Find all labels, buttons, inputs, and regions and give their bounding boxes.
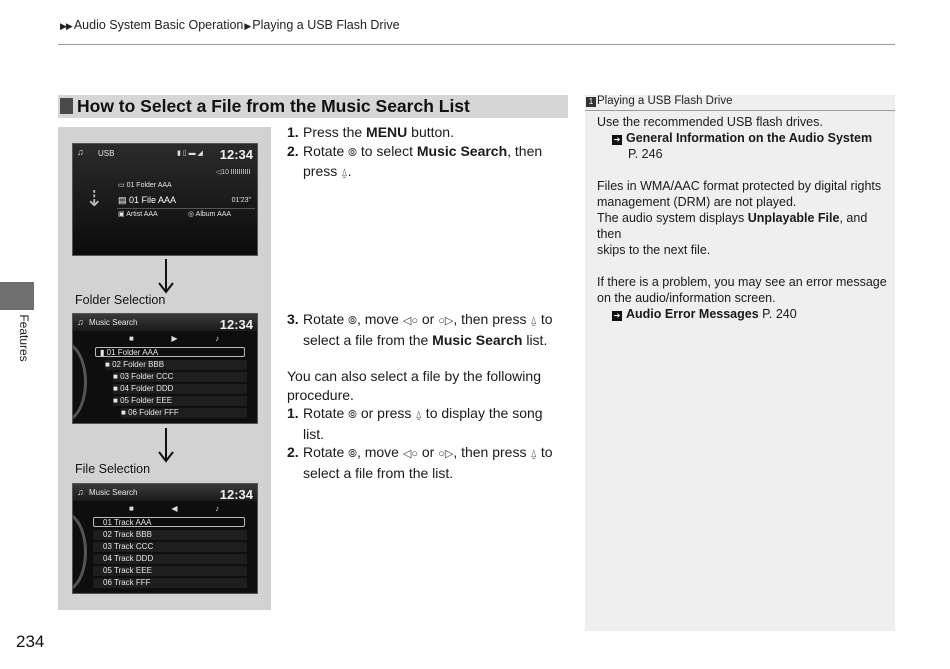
clock: 12:34	[219, 317, 253, 332]
move-right-icon: ○▷	[438, 448, 454, 460]
step-text: to select	[356, 142, 417, 159]
folder-line	[118, 181, 172, 191]
album-icon: ◎	[188, 211, 196, 218]
rotate-knob-icon: ⦾	[348, 315, 357, 327]
music-note-icon: ♫	[77, 487, 84, 497]
cross-reference-link[interactable]	[597, 306, 887, 322]
category-icons	[129, 504, 219, 513]
step-1	[287, 123, 572, 142]
alt-step-2	[287, 443, 572, 464]
volume-icon: ◁	[215, 169, 222, 176]
reference-arrow-icon: ➔	[613, 311, 621, 320]
step-3	[287, 310, 572, 331]
list-row[interactable]	[113, 372, 247, 382]
step-text: , then press	[453, 311, 531, 327]
alt-step-2-continued: select a file from the list.	[303, 464, 454, 481]
dial-arc	[72, 342, 87, 422]
artist-name: Artist AAA	[126, 211, 158, 218]
move-left-icon: ◁○	[402, 315, 418, 327]
step-text: or	[417, 444, 439, 460]
list-row-selected[interactable]	[95, 347, 245, 357]
sidebar-text: The audio system displays	[597, 211, 748, 225]
step-number: 2.	[287, 142, 299, 159]
reference-page[interactable]: P. 246	[628, 147, 663, 161]
step-text: Rotate	[303, 311, 349, 327]
sidebar-paragraph: management (DRM) are not played.	[597, 195, 797, 209]
side-tab-marker	[0, 282, 34, 310]
album-line	[188, 210, 231, 220]
spacer	[597, 258, 887, 274]
row-label: 06 Folder FFF	[128, 408, 179, 417]
down-arrow-icon	[156, 428, 176, 464]
alt-step-1-continued: list.	[303, 425, 324, 442]
cross-reference-link[interactable]	[597, 130, 887, 146]
file-selection-caption: File Selection	[75, 462, 151, 476]
music-note-icon: ♫	[77, 147, 84, 157]
folder-search-screen	[72, 313, 258, 424]
step-text: Rotate	[303, 444, 349, 460]
step-number: 1.	[287, 405, 299, 421]
section-header	[58, 95, 568, 118]
step-text: or	[417, 311, 439, 327]
progress-line	[117, 208, 255, 209]
folder-icon: ▭	[118, 182, 127, 189]
list-row[interactable]	[113, 396, 247, 406]
reference-title[interactable]: General Information on the Audio System	[626, 131, 873, 145]
folder-icon: ■	[113, 396, 121, 405]
step-text: to	[536, 311, 553, 327]
menu-button-label: MENU	[366, 124, 408, 140]
usb-icon: ⇣	[85, 186, 104, 211]
folder-name: 01 Folder AAA	[126, 182, 172, 189]
step-number: 2.	[287, 444, 299, 460]
artist-line	[118, 210, 158, 220]
reference-page[interactable]: P. 240	[762, 307, 797, 321]
sidebar-heading-text: Playing a USB Flash Drive	[597, 95, 733, 107]
sidebar-body	[597, 114, 887, 322]
steps-group-a	[287, 123, 572, 183]
list-row-selected[interactable]: 01 Track AAA	[93, 517, 245, 527]
down-arrow-icon	[156, 259, 176, 295]
move-right-icon: ○▷	[438, 315, 454, 327]
steps-group-b	[287, 310, 572, 482]
list-row[interactable]	[105, 360, 247, 370]
step-text: Press the	[303, 124, 367, 140]
step-text: select a file from the	[303, 331, 433, 348]
screen-title: Music Search	[89, 488, 138, 497]
row-label: 03 Folder CCC	[120, 372, 174, 381]
sidebar-note	[585, 95, 895, 631]
press-knob-icon: ⍙	[530, 315, 537, 327]
note-marker-icon: 1	[586, 97, 596, 107]
category-icons	[129, 334, 219, 343]
volume-indicator	[216, 168, 251, 176]
dial-arc	[72, 512, 87, 592]
step-text: to	[536, 444, 553, 460]
step-text: or press	[356, 405, 416, 421]
track-time: 01'23"	[231, 197, 251, 204]
list-row[interactable]: 03 Track CCC	[93, 542, 247, 552]
folder-icon: ■	[113, 372, 121, 381]
step-text: list.	[522, 331, 548, 348]
step-text: to display the song	[421, 405, 543, 421]
step-text: , move	[356, 311, 403, 327]
file-name: 01 File AAA	[129, 195, 177, 205]
press-knob-icon: ⍙	[530, 448, 537, 460]
spacer	[597, 162, 887, 178]
clock: 12:34	[219, 147, 253, 162]
list-row[interactable]: 04 Track DDD	[93, 554, 247, 564]
music-note-icon: ♫	[77, 317, 84, 327]
unplayable-file-label: Unplayable File	[747, 211, 840, 225]
rotate-knob-icon: ⦾	[348, 448, 357, 460]
usb-source-label: USB	[98, 149, 115, 158]
press-knob-icon: ⍙	[341, 167, 348, 179]
artist-icon: ▣	[118, 211, 127, 218]
volume-level: 10	[221, 169, 230, 176]
rotate-knob-icon: ⦾	[348, 146, 357, 159]
row-label: 04 Folder DDD	[120, 384, 174, 393]
status-icons: ▮ ▯ ▬ ◢	[177, 150, 203, 157]
rotate-knob-icon: ⦾	[348, 409, 357, 421]
alternative-intro: You can also select a file by the following procedure.	[287, 368, 541, 403]
folder-tab-icon: ■	[129, 504, 134, 513]
folder-tab-icon: ■	[129, 334, 134, 343]
step-text: , then	[507, 142, 543, 159]
breadcrumb	[60, 18, 400, 32]
folder-icon: ▮	[100, 348, 107, 357]
back-tab-icon: ◀	[171, 504, 178, 513]
arrow-icon: ▶	[244, 21, 251, 31]
sidebar-paragraph: skips to the next file.	[597, 243, 711, 257]
note-tab-icon: ♪	[215, 334, 219, 343]
sidebar-paragraph: If there is a problem, you may see an error message	[597, 275, 887, 289]
section-title: How to Select a File from the Music Search List	[77, 96, 470, 116]
step-text: press	[303, 163, 342, 179]
clock: 12:34	[219, 487, 253, 502]
list-row[interactable]: 02 Track BBB	[93, 530, 247, 540]
music-search-label: Music Search	[416, 142, 508, 159]
step-2-continued	[287, 162, 572, 183]
step-text: .	[347, 163, 352, 179]
list-row[interactable]	[113, 384, 247, 394]
alt-step-1	[287, 404, 572, 425]
sidebar-paragraph: on the audio/information screen.	[597, 291, 776, 305]
step-text: button.	[407, 124, 454, 140]
step-text: , then press	[453, 444, 531, 460]
row-label: 05 Folder EEE	[120, 396, 173, 405]
sidebar-heading	[585, 95, 895, 111]
sidebar-text: , and then	[597, 211, 868, 241]
page-number: 234	[16, 632, 45, 651]
note-tab-icon: ♪	[215, 504, 219, 513]
move-left-icon: ◁○	[402, 448, 418, 460]
file-line	[118, 195, 176, 205]
step-number: 1.	[287, 124, 299, 140]
side-tab-label: Features	[17, 314, 31, 362]
step-3-continued	[287, 331, 572, 350]
list-row[interactable]: 06 Track FFF	[93, 578, 247, 588]
folder-icon: ■	[121, 408, 129, 417]
row-label: 01 Folder AAA	[106, 348, 159, 357]
step-text: , move	[356, 444, 403, 460]
folder-icon: ■	[105, 360, 113, 369]
file-icon: ▤	[118, 195, 130, 205]
screen-title: Music Search	[89, 318, 138, 327]
list-row[interactable]: 05 Track EEE	[93, 566, 247, 576]
file-search-screen	[72, 483, 258, 594]
spacer	[287, 349, 572, 367]
sidebar-paragraph: Use the recommended USB flash drives.	[597, 115, 823, 129]
volume-bar	[231, 169, 251, 174]
sidebar-paragraph	[597, 210, 887, 242]
header-rule	[58, 44, 895, 45]
step-text: Rotate	[303, 142, 349, 159]
play-tab-icon: ▶	[171, 334, 178, 343]
step-2	[287, 142, 572, 163]
sidebar-paragraph: Files in WMA/AAC format protected by digital rights	[597, 179, 882, 193]
press-knob-icon: ⍙	[415, 409, 422, 421]
folder-icon: ■	[113, 384, 121, 393]
breadcrumb-part-1[interactable]: Audio System Basic Operation	[73, 18, 244, 32]
folder-selection-caption: Folder Selection	[75, 293, 166, 307]
album-name: Album AAA	[195, 211, 232, 218]
step-text: Rotate	[303, 405, 349, 421]
breadcrumb-part-2[interactable]: Playing a USB Flash Drive	[252, 18, 400, 32]
reference-arrow-icon: ➔	[613, 135, 621, 144]
step-number: 3.	[287, 311, 299, 327]
usb-playback-screen	[72, 143, 258, 256]
section-square-icon	[60, 98, 73, 114]
reference-title[interactable]: Audio Error Messages	[626, 307, 759, 321]
row-label: 02 Folder BBB	[112, 360, 165, 369]
list-row[interactable]	[121, 408, 247, 418]
music-search-label: Music Search	[432, 331, 523, 348]
double-arrow-icon: ▶▶	[60, 21, 72, 31]
